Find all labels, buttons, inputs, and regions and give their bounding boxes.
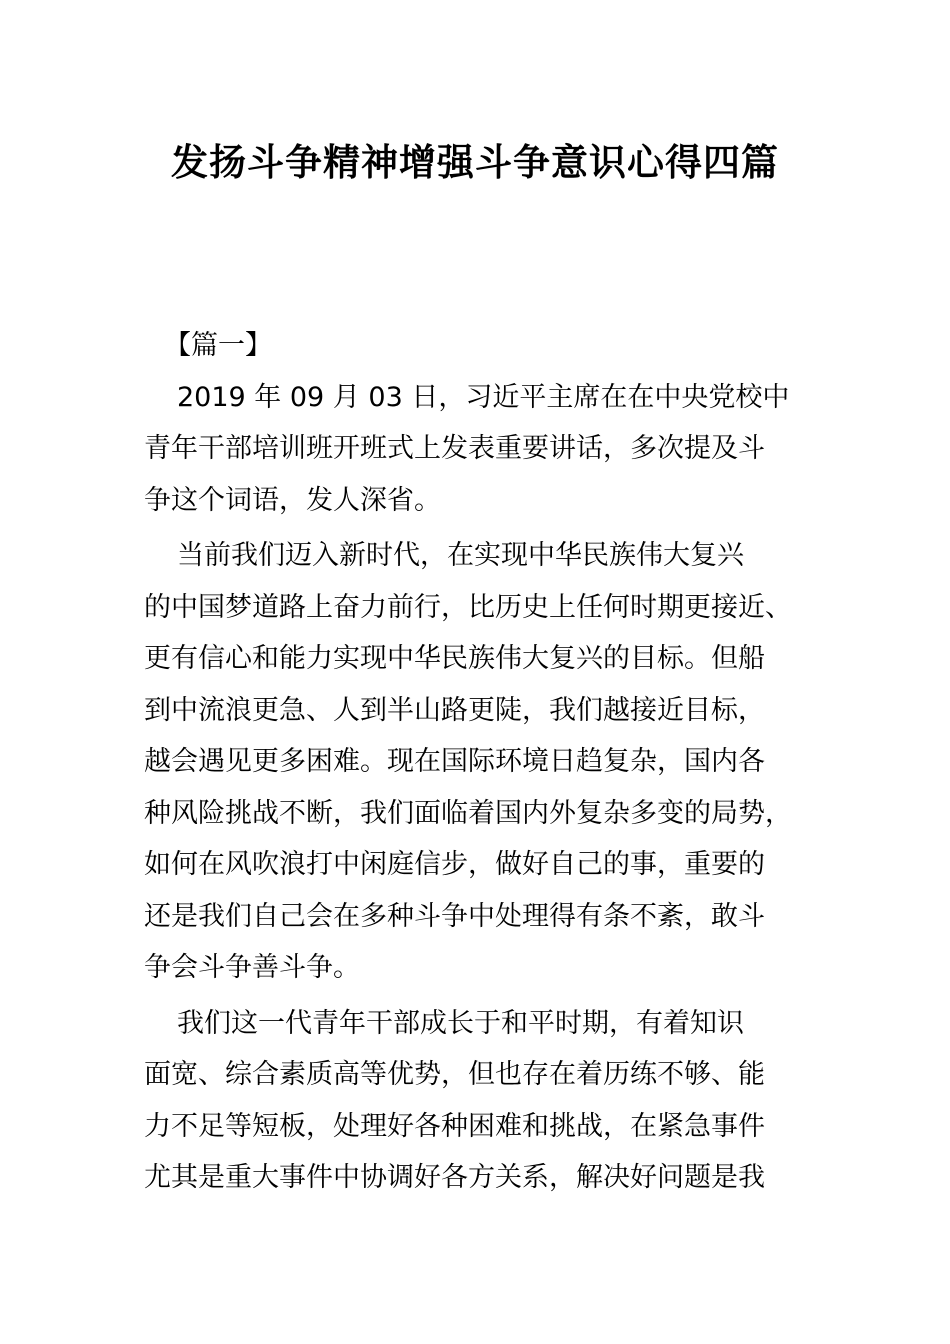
paragraph-line: 尤其是重大事件中协调好各方关系，解决好问题是我 (144, 1162, 765, 1193)
section-heading: 【篇一】 (164, 330, 272, 361)
paragraph-line: 越会遇见更多困难。现在国际环境日趋复杂，国内各 (144, 746, 765, 777)
document-title: 发扬斗争精神增强斗争意识心得四篇 (171, 141, 779, 184)
document-body (144, 320, 814, 1208)
paragraph-line: 如何在风吹浪打中闲庭信步，做好自己的事，重要的 (144, 849, 765, 880)
paragraph-2 (144, 530, 814, 994)
paragraph-line: 更有信心和能力实现中华民族伟大复兴的目标。但船 (144, 643, 765, 674)
paragraph-line: 当前我们迈入新时代，在实现中华民族伟大复兴 (177, 540, 744, 571)
paragraph-line: 还是我们自己会在多种斗争中处理得有条不紊，敢斗 (144, 900, 765, 932)
paragraph-line: 的中国梦道路上奋力前行，比历史上任何时期更接近、 (144, 591, 792, 623)
paragraph-line: 争会斗争善斗争。 (144, 952, 360, 983)
paragraph-3 (144, 998, 814, 1204)
paragraph-line: 争这个词语，发人深省。 (144, 484, 441, 516)
paragraph-line: 2019 年 09 月 03 日，习近平主席在在中央党校中 (177, 381, 790, 413)
paragraph-line: 我们这一代青年干部成长于和平时期，有着知识 (177, 1007, 744, 1039)
paragraph-1 (144, 372, 814, 527)
paragraph-line: 面宽、综合素质高等优势，但也存在着历练不够、能 (144, 1059, 765, 1090)
paragraph-line: 青年干部培训班开班式上发表重要讲话，多次提及斗 (144, 433, 765, 464)
paragraph-line: 力不足等短板，处理好各种困难和挑战，在紧急事件 (144, 1110, 765, 1142)
paragraph-line: 种风险挑战不断，我们面临着国内外复杂多变的局势， (144, 797, 792, 829)
paragraph-line: 到中流浪更急、人到半山路更陡，我们越接近目标， (144, 694, 765, 726)
